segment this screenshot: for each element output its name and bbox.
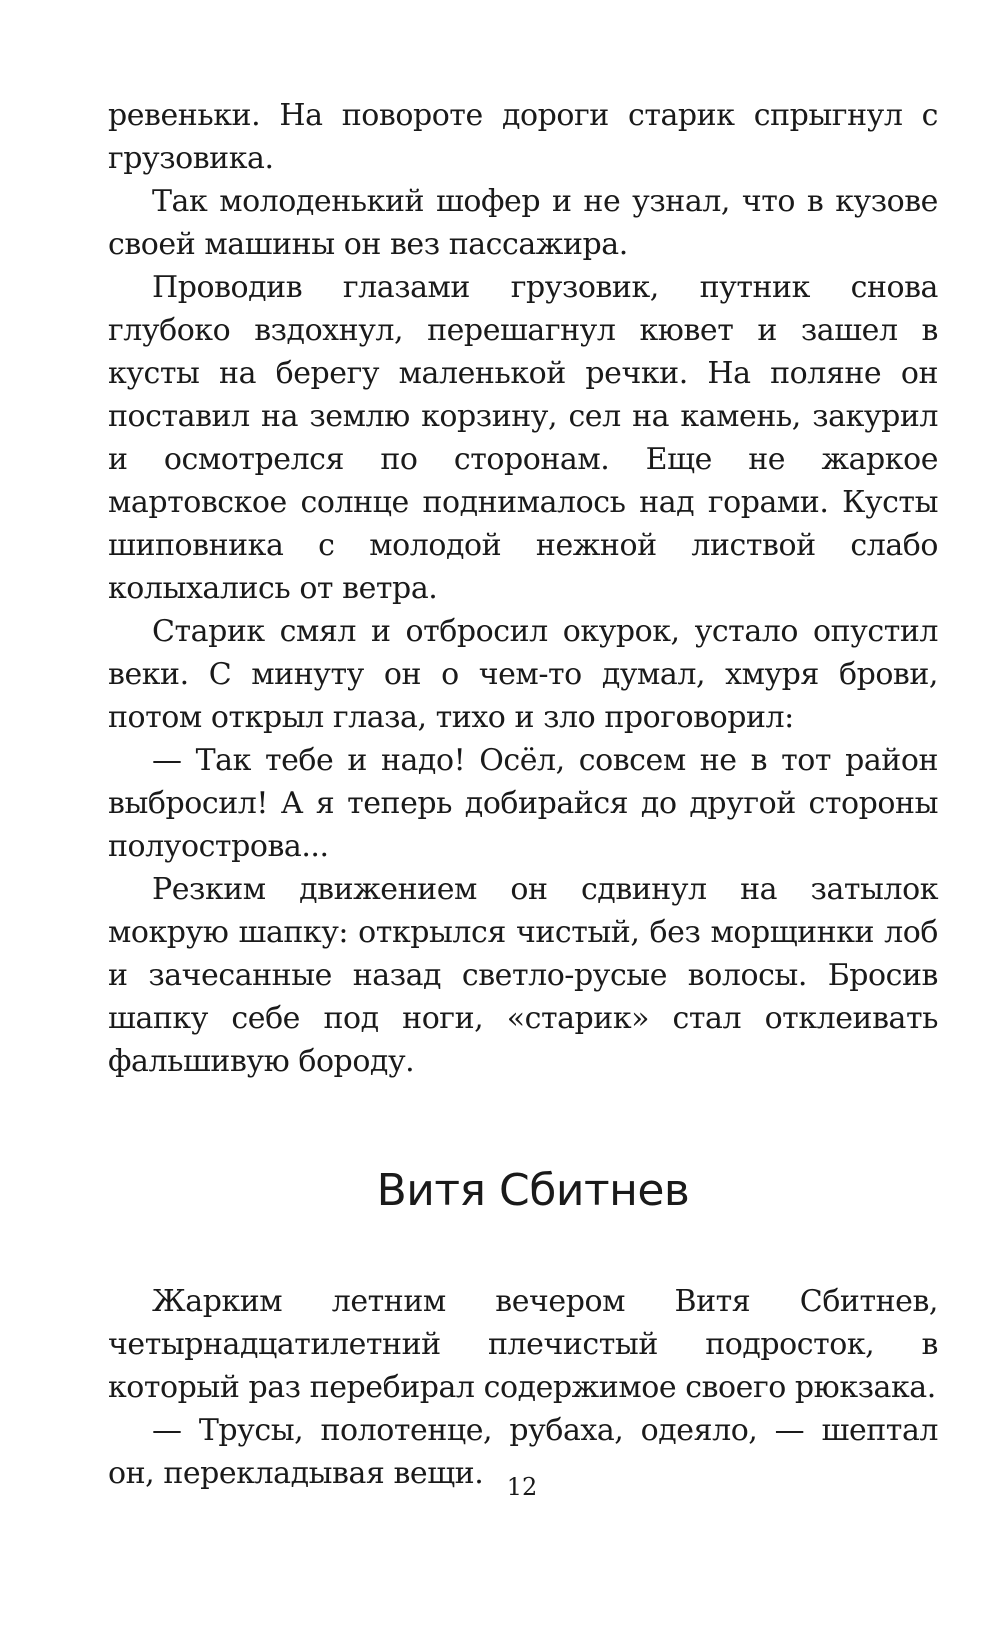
chapter-title: Витя Сбитнев: [376, 1165, 690, 1216]
paragraph: — Трусы, полотенце, рубаха, одеяло, — шептал он, перекладывая вещи.: [108, 1413, 938, 1491]
paragraph: Старик смял и отбросил окурок, устало опустил веки. С минуту он о чем-то думал, хмуря брови, потом открыл глаза, тихо и зло проговорил:: [108, 614, 938, 735]
paragraph: Жарким летним вечером Витя Сбитнев, четырнадцатилетний плечистый подросток, в который раз перебирал содержимое своего рюкзака.: [108, 1284, 938, 1405]
paragraph: — Так тебе и надо! Осёл, совсем не в тот район выбросил! А я теперь добирайся до другой стороны полуострова...: [108, 743, 938, 864]
paragraph: ревеньки. На повороте дороги старик спрыгнул с грузовика.: [108, 98, 938, 176]
paragraph: Так молоденький шофер и не узнал, что в кузове своей машины он вез пассажира.: [108, 184, 938, 262]
paragraph: Резким движением он сдвинул на затылок мокрую шапку: открылся чистый, без морщинки лоб и зачесанные назад светло-русые волосы. Бросив шапку себе под ноги, «старик» стал отклеивать фальшивую бороду.: [108, 872, 938, 1079]
paragraph: Проводив глазами грузовик, путник снова глубоко вздохнул, перешагнул кювет и зашел в кусты на берегу маленькой речки. На поляне он поставил на землю корзину, сел на камень, закурил и осмотрелся по сторонам. Еще не жаркое мартовское солнце поднималось над горами. Кусты шиповника с молодой нежной листвой слабо колыхались от ветра.: [108, 270, 938, 606]
page-number: 12: [506, 1473, 538, 1501]
